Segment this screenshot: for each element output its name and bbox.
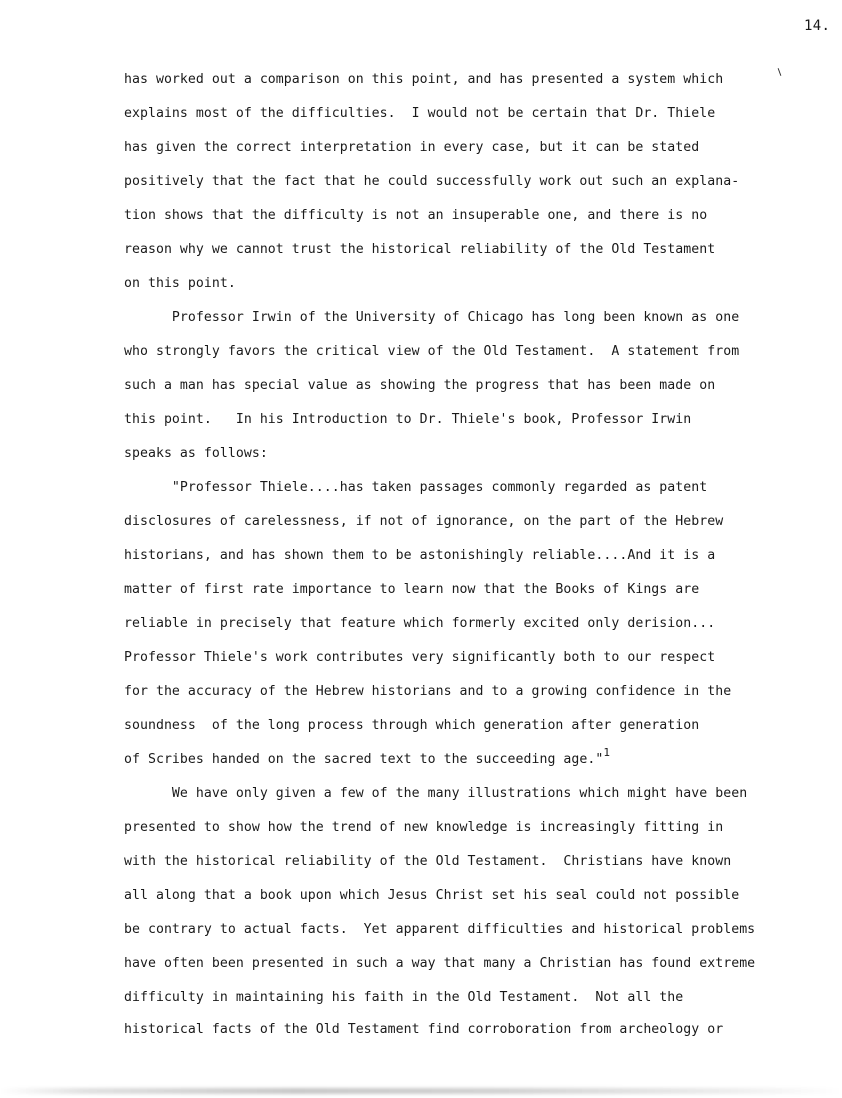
stray-pen-mark [778, 68, 782, 76]
text-line: has given the correct interpretation in every case, but it can be stated [124, 140, 700, 155]
text-line: explains most of the difficulties. I would not be certain that Dr. Thiele [124, 106, 716, 121]
text-line: soundness of the long process through which generation after generation [124, 718, 700, 733]
text-line: presented to show how the trend of new knowledge is increasingly fitting in [124, 820, 724, 835]
text-line: positively that the fact that he could successfully work out such an explana- [124, 174, 740, 189]
text-line: Professor Irwin of the University of Chicago has long been known as one [124, 310, 740, 325]
footnote-reference: 1 [603, 746, 611, 759]
text-line: speaks as follows: [124, 446, 268, 461]
scan-edge-shadow [0, 1088, 842, 1094]
text-line: who strongly favors the critical view of the Old Testament. A statement from [124, 344, 740, 359]
text-line: such a man has special value as showing the progress that has been made on [124, 378, 716, 393]
page-number: 14. [804, 18, 831, 34]
text-line: has worked out a comparison on this point, and has presented a system which [124, 72, 724, 87]
text-line: reason why we cannot trust the historical reliability of the Old Testament [124, 242, 716, 257]
text-line: "Professor Thiele....has taken passages commonly regarded as patent [124, 480, 708, 495]
text-line: We have only given a few of the many illustrations which might have been [124, 786, 748, 801]
text-line: all along that a book upon which Jesus Christ set his seal could not possible [124, 888, 740, 903]
text-line [124, 746, 611, 768]
text-line: Professor Thiele's work contributes very significantly both to our respect [124, 650, 716, 665]
text-line: disclosures of carelessness, if not of ignorance, on the part of the Hebrew [124, 514, 724, 529]
text-line: matter of first rate importance to learn now that the Books of Kings are [124, 582, 700, 597]
text-line: with the historical reliability of the Old Testament. Christians have known [124, 854, 732, 869]
text-line: have often been presented in such a way that many a Christian has found extreme [124, 956, 756, 971]
text-line: be contrary to actual facts. Yet apparent difficulties and historical problems [124, 922, 756, 937]
quote-end-text: of Scribes handed on the sacred text to the succeeding age." [124, 752, 604, 767]
text-line: difficulty in maintaining his faith in the Old Testament. Not all the [124, 990, 684, 1005]
text-line: for the accuracy of the Hebrew historians and to a growing confidence in the [124, 684, 732, 699]
text-line: on this point. [124, 276, 236, 291]
text-line: reliable in precisely that feature which formerly excited only derision... [124, 616, 716, 631]
text-line: historical facts of the Old Testament find corroboration from archeology or [124, 1022, 724, 1037]
text-line: this point. In his Introduction to Dr. Thiele's book, Professor Irwin [124, 412, 692, 427]
text-line: tion shows that the difficulty is not an insuperable one, and there is no [124, 208, 708, 223]
text-line: historians, and has shown them to be astonishingly reliable....And it is a [124, 548, 716, 563]
